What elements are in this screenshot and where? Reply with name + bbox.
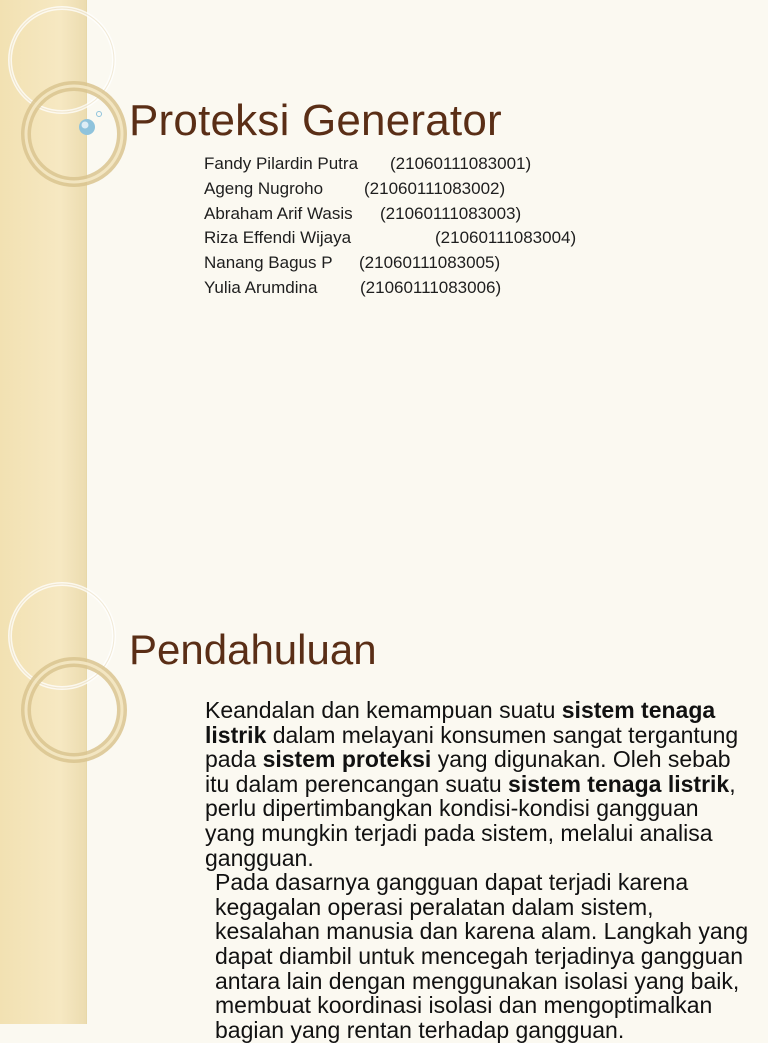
author-id: (21060111083003)	[380, 203, 522, 223]
author-row	[204, 251, 576, 276]
author-row	[204, 202, 576, 227]
section-heading: Pendahuluan	[129, 626, 377, 673]
author-id: (21060111083004)	[435, 228, 577, 248]
body-text	[159, 698, 749, 1042]
bubble-icon	[72, 104, 112, 144]
bold-term: sistem tenaga listrik	[508, 770, 730, 797]
author-name: Riza Effendi Wijaya	[204, 228, 352, 248]
author-id: (21060111083001)	[390, 154, 532, 173]
text-run: yang digunakan. Oleh sebab itu dalam perencangan suatu	[205, 746, 731, 797]
slide-introduction	[0, 576, 768, 1043]
author-row	[204, 226, 576, 251]
author-list	[204, 152, 576, 301]
bold-term: sistem proteksi	[262, 746, 432, 773]
author-row	[204, 152, 576, 177]
author-id: (21060111083002)	[364, 178, 506, 198]
author-name: Yulia Arumdina	[204, 277, 318, 297]
author-name: Fandy Pilardin Putra	[204, 154, 359, 173]
author-id: (21060111083005)	[359, 253, 501, 273]
text-run: Keandalan dan kemampuan suatu	[205, 697, 562, 723]
author-row	[204, 177, 576, 202]
author-name: Nanang Bagus P	[204, 253, 333, 273]
decorative-rings-icon	[0, 0, 120, 576]
decorative-side-band	[0, 0, 87, 576]
slide-title-heading: Proteksi Generator	[129, 96, 502, 145]
text-run: , perlu dipertimbangkan kondisi-kondisi gangguan yang mungkin terjadi pada sistem, melalui analisa gangguan.	[205, 770, 736, 871]
text-run: dalam melayani konsumen sangat tergantung pada	[205, 721, 739, 773]
paragraph	[159, 698, 749, 870]
decorative-side-band	[0, 576, 87, 1024]
decorative-rings-icon	[0, 576, 120, 1024]
author-name: Ageng Nugroho	[204, 178, 324, 198]
paragraph: Pada dasarnya gangguan dapat terjadi karena kegagalan operasi peralatan dalam sistem, kesalahan manusia dan karena alam. Langkah yang dapat diambil untuk mencegah terjadinya gangguan antara lain dengan menggunakan isolasi yang baik, membuat koordinasi isolasi dan mengoptimalkan bagian yang rentan terhadap gangguan.	[215, 869, 749, 1043]
bold-term: sistem tenaga listrik	[205, 697, 716, 748]
author-row	[204, 276, 576, 301]
author-id: (21060111083006)	[360, 277, 502, 297]
author-name: Abraham Arif Wasis	[204, 203, 353, 223]
